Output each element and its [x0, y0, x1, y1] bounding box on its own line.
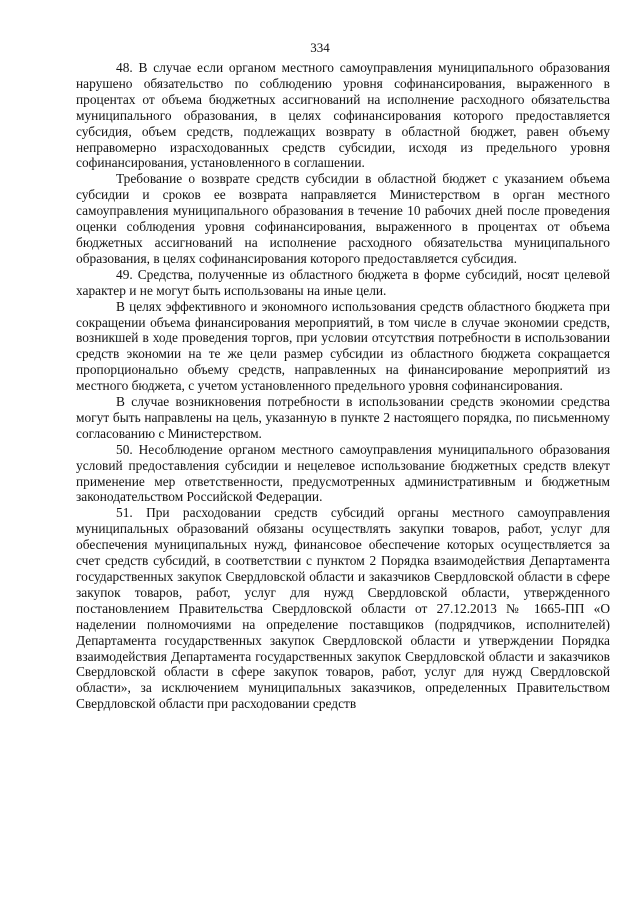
document-body [76, 60, 610, 712]
paragraph-49: 49. Средства, полученные из областного бюджета в форме субсидий, носят целевой характер и не могут быть использованы на иные цели. [76, 266, 610, 298]
paragraph-49-savings-use: В случае возникновения потребности в использовании средств экономии средства могут быть направлены на цель, указанную в пункте 2 настоящего порядка, по письменному согласованию с Министерством. [76, 394, 610, 441]
paragraph-48-requirement: Требование о возврате средств субсидии в областной бюджет с указанием объема субсидии и сроков ее возврата направляется Министерством в орган местного самоуправления муниципального образования в течение 10 рабочих дней после проведения оценки соблюдения уровня софинансирования, выраженного в процентах от объема бюджетных ассигнований на исполнение расходного обязательства муниципального образования, в целях софинансирования которого предоставляется субсидия. [76, 171, 610, 266]
paragraph-51: 51. При расходовании средств субсидий органы местного самоуправления муниципальных образований обязаны осуществлять закупки товаров, работ, услуг для обеспечения муниципальных нужд, финансовое обеспечение которых осуществляется за счет средств субсидий, в соответствии с пунктом 2 Порядка взаимодействия Департамента государственных закупок Свердловской области и заказчиков Свердловской области в сфере закупок товаров, работ, услуг для нужд Свердловской области, утвержденного постановлением Правительства Свердловской области от 27.12.2013 № 1665-ПП «О наделении полномочиями на определение поставщиков (подрядчиков, исполнителей) Департамента государственных закупок Свердловской области и утверждении Порядка взаимодействия Департамента государственных закупок Свердловской области и заказчиков Свердловской области в сфере закупок товаров, работ, услуг для нужд Свердловской области», за исключением муниципальных заказчиков, определенных Правительством Свердловской области при расходовании средств [76, 505, 610, 712]
page-number: 334 [310, 40, 330, 55]
paragraph-49-economy: В целях эффективного и экономного использования средств областного бюджета при сокращении объема финансирования мероприятий, в том числе в случае экономии средств, возникшей в ходе проведения торгов, при условии отсутствия потребности в использовании средств экономии на те же цели размер субсидии из областного бюджета сокращается пропорционально объему средств, направленных на финансирование мероприятий из местного бюджета, с учетом установленного предельного уровня софинансирования. [76, 298, 610, 394]
paragraph-48: 48. В случае если органом местного самоуправления муниципального образования нарушено обязательство по соблюдению уровня софинансирования, выраженного в процентах от объема бюджетных ассигнований на исполнение расходного обязательства муниципального образования, в целях софинансирования которого предоставляется субсидия, объем средств, подлежащих возврату в областной бюджет, равен объему неправомерно израсходованных средств субсидии, исходя из предельного уровня софинансирования, установленного в соглашении. [76, 60, 610, 171]
paragraph-50: 50. Несоблюдение органом местного самоуправления муниципального образования условий предоставления субсидии и нецелевое использование бюджетных средств влекут применение мер ответственности, предусмотренных административным и бюджетным законодательством Российской Федерации. [76, 441, 610, 505]
